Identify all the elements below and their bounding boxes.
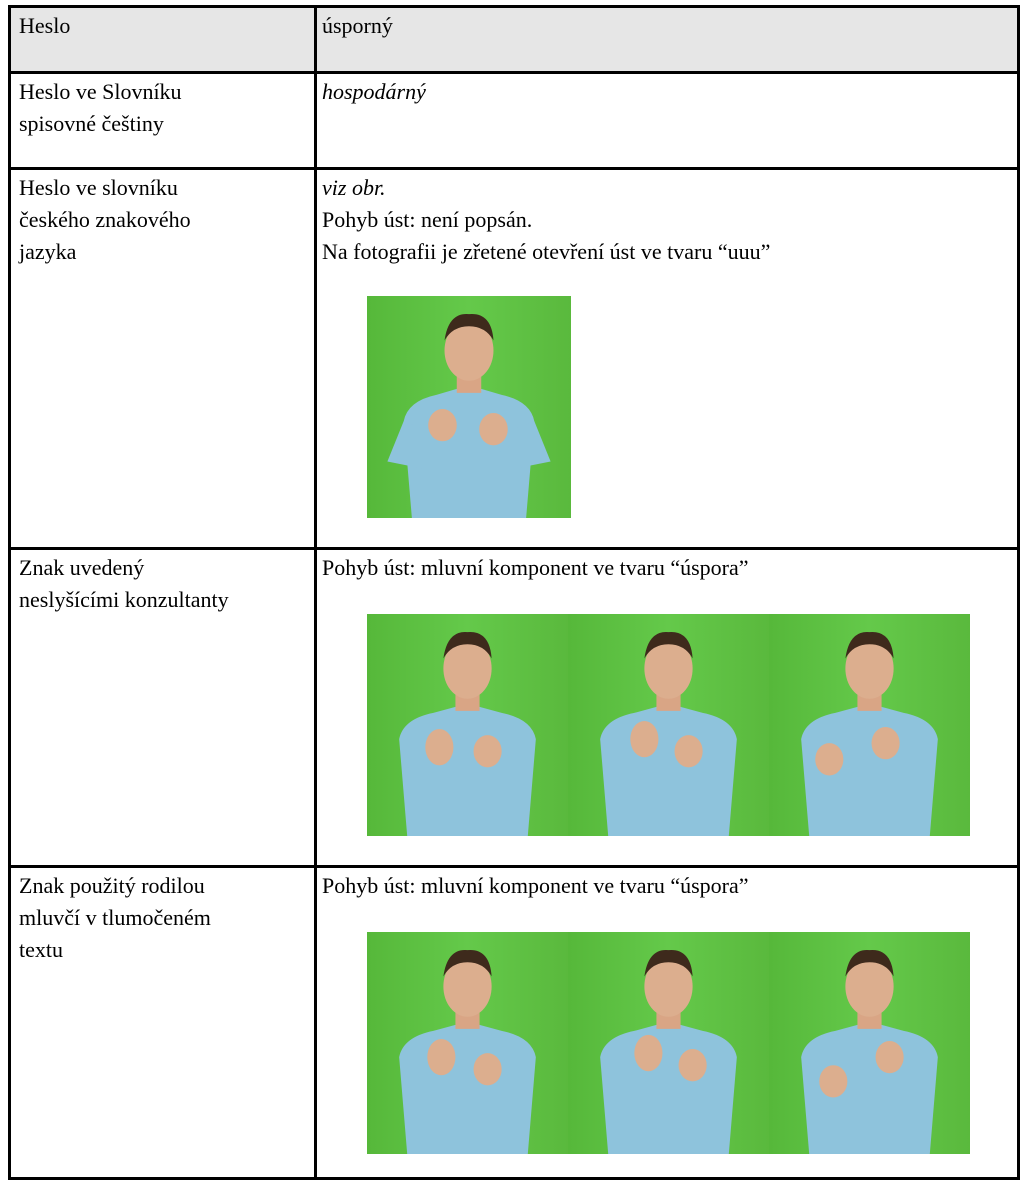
label-text: Heslo [19,13,71,38]
person-figure [367,296,571,518]
table-row [11,8,1017,74]
person-figure [367,932,568,1154]
row-label [11,170,317,547]
value-text: Pohyb úst: mluvní komponent ve tvaru “úspora” [322,873,749,898]
sign-language-photo [367,296,571,518]
dictionary-table [8,5,1020,1180]
sign-sequence-photos [367,614,970,836]
row-value [317,8,1017,71]
person-figure [769,614,970,836]
value-text: Pohyb úst: mluvní komponent ve tvaru “úspora” [322,555,749,580]
photo-frame [367,932,568,1154]
row-label [11,550,317,865]
value-line: viz obr. [322,175,386,200]
person-figure [568,614,769,836]
row-label [11,868,317,1177]
table-row [11,868,1017,1177]
photo-frame [769,614,970,836]
table-row [11,74,1017,170]
table-row [11,550,1017,868]
value-line: Na fotografii je zřetené otevření úst ve tvaru “uuu” [322,239,771,264]
photo-frame [367,296,571,518]
value-text: hospodárný [322,79,426,104]
sign-sequence-photos [367,932,970,1154]
row-value [317,74,1017,167]
row-value [317,170,1017,547]
label-text: Znak použitý rodilou mluvčí v tlumočeném textu [19,873,211,962]
photo-frame [568,932,769,1154]
photo-frame [367,614,568,836]
label-text: Znak uvedený neslyšícími konzultanty [19,555,229,612]
person-figure [769,932,970,1154]
row-value [317,550,1017,865]
person-figure [367,614,568,836]
value-text: úsporný [322,13,393,38]
row-label [11,74,317,167]
table-row [11,170,1017,550]
value-line: Pohyb úst: není popsán. [322,207,533,232]
photo-frame [769,932,970,1154]
label-text: Heslo ve Slovníku spisovné češtiny [19,79,182,136]
label-text: Heslo ve slovníku českého znakového jazyka [19,175,191,264]
row-label [11,8,317,71]
row-value [317,868,1017,1177]
photo-frame [568,614,769,836]
person-figure [568,932,769,1154]
